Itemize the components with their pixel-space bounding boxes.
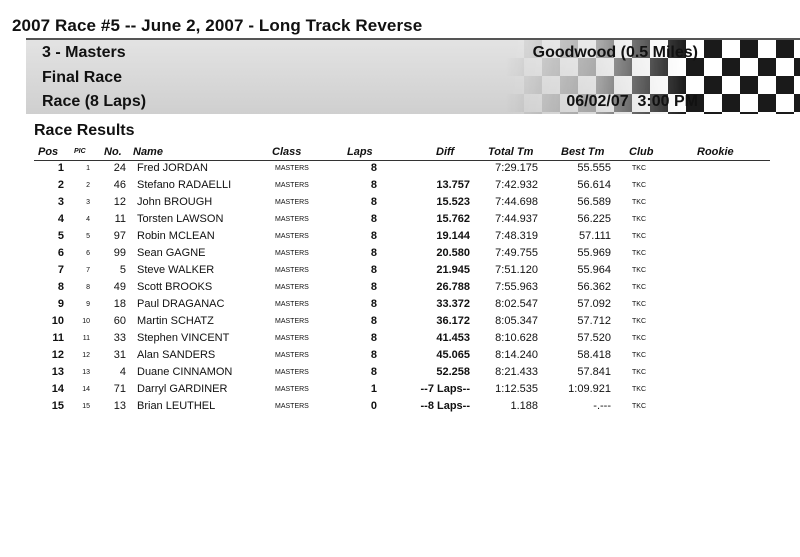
cell-diff: 26.788 <box>436 281 470 293</box>
cell-diff: 52.258 <box>436 366 470 378</box>
cell-pos: 7 <box>57 264 64 276</box>
cell-no: 5 <box>119 264 126 276</box>
cell-total-time: 8:05.347 <box>495 315 538 327</box>
cell-name: Sean GAGNE <box>137 247 206 259</box>
cell-laps: 8 <box>370 332 377 344</box>
cell-pos: 8 <box>57 281 64 293</box>
cell-no: 24 <box>113 162 126 174</box>
cell-pic: 5 <box>86 233 90 240</box>
race-datetime <box>566 93 698 111</box>
cell-club: TKC <box>632 369 646 376</box>
cell-class: MASTERS <box>275 335 309 342</box>
cell-no: 4 <box>119 366 126 378</box>
cell-class: MASTERS <box>275 301 309 308</box>
cell-club: TKC <box>632 318 646 325</box>
cell-name: Darryl GARDINER <box>137 383 228 395</box>
cell-no: 46 <box>113 179 126 191</box>
cell-class: MASTERS <box>275 318 309 325</box>
cell-diff: 20.580 <box>436 247 470 259</box>
cell-laps: 8 <box>370 213 377 225</box>
cell-diff: 36.172 <box>436 315 470 327</box>
cell-club: TKC <box>632 165 646 172</box>
header-pic: PIC <box>74 148 86 155</box>
cell-diff: 19.144 <box>436 230 470 242</box>
table-row <box>0 349 800 366</box>
cell-pic: 10 <box>82 318 90 325</box>
cell-class: MASTERS <box>275 352 309 359</box>
header-total-time: Total Tm <box>488 146 534 158</box>
cell-best-time: 55.969 <box>577 247 611 259</box>
cell-class: MASTERS <box>275 284 309 291</box>
cell-total-time: 1.188 <box>510 400 538 412</box>
cell-no: 99 <box>113 247 126 259</box>
cell-pic: 8 <box>86 284 90 291</box>
cell-pic: 13 <box>82 369 90 376</box>
table-row <box>0 281 800 298</box>
cell-laps: 1 <box>370 383 377 395</box>
cell-total-time: 7:44.698 <box>495 196 538 208</box>
cell-name: John BROUGH <box>137 196 213 208</box>
race-info-banner <box>26 38 800 114</box>
header-best-time: Best Tm <box>561 146 605 158</box>
header-pos: Pos <box>38 146 59 158</box>
cell-no: 97 <box>113 230 126 242</box>
cell-best-time: 57.111 <box>578 230 611 242</box>
cell-laps: 8 <box>370 281 377 293</box>
cell-diff: 33.372 <box>436 298 470 310</box>
cell-laps: 8 <box>370 349 377 361</box>
cell-total-time: 7:51.120 <box>495 264 538 276</box>
table-row <box>0 213 800 230</box>
cell-total-time: 7:44.937 <box>495 213 538 225</box>
cell-name: Stephen VINCENT <box>137 332 230 344</box>
cell-laps: 8 <box>370 264 377 276</box>
cell-best-time: 57.712 <box>577 315 611 327</box>
cell-name: Scott BROOKS <box>137 281 213 293</box>
cell-class: MASTERS <box>275 250 309 257</box>
cell-name: Paul DRAGANAC <box>137 298 225 310</box>
cell-best-time: 55.964 <box>577 264 611 276</box>
cell-laps: 8 <box>370 230 377 242</box>
cell-no: 13 <box>113 400 126 412</box>
cell-club: TKC <box>632 403 646 410</box>
cell-diff: 45.065 <box>436 349 470 361</box>
cell-club: TKC <box>632 301 646 308</box>
cell-pos: 2 <box>57 179 64 191</box>
cell-best-time: 1:09.921 <box>568 383 611 395</box>
table-row <box>0 315 800 332</box>
cell-no: 33 <box>113 332 126 344</box>
cell-name: Stefano RADAELLI <box>137 179 232 191</box>
cell-pic: 9 <box>86 301 90 308</box>
cell-best-time: 57.092 <box>577 298 611 310</box>
table-row <box>0 366 800 383</box>
cell-diff: --8 Laps-- <box>420 400 470 412</box>
cell-class: MASTERS <box>275 267 309 274</box>
cell-name: Robin MCLEAN <box>137 230 215 242</box>
cell-class: MASTERS <box>275 182 309 189</box>
table-row <box>0 179 800 196</box>
cell-pic: 15 <box>82 403 90 410</box>
cell-class: MASTERS <box>275 403 309 410</box>
cell-pos: 13 <box>51 366 64 378</box>
cell-total-time: 8:02.547 <box>495 298 538 310</box>
cell-pic: 3 <box>86 199 90 206</box>
cell-diff: 21.945 <box>436 264 470 276</box>
header-diff: Diff <box>436 146 455 158</box>
cell-pos: 10 <box>51 315 64 327</box>
header-laps: Laps <box>347 146 373 158</box>
table-row <box>0 400 800 417</box>
cell-best-time: 58.418 <box>577 349 611 361</box>
cell-name: Alan SANDERS <box>137 349 216 361</box>
header-no: No. <box>104 146 122 158</box>
cell-best-time: 55.555 <box>577 162 611 174</box>
cell-club: TKC <box>632 199 646 206</box>
cell-total-time: 8:21.433 <box>495 366 538 378</box>
cell-pos: 6 <box>57 247 64 259</box>
cell-club: TKC <box>632 233 646 240</box>
cell-total-time: 7:48.319 <box>495 230 538 242</box>
cell-laps: 0 <box>370 400 377 412</box>
cell-total-time: 7:42.932 <box>495 179 538 191</box>
cell-best-time: 57.520 <box>577 332 611 344</box>
cell-total-time: 7:55.963 <box>495 281 538 293</box>
cell-diff: 13.757 <box>436 179 470 191</box>
table-row <box>0 383 800 400</box>
race-date: 06/02/07 <box>566 93 629 110</box>
cell-class: MASTERS <box>275 216 309 223</box>
cell-name: Steve WALKER <box>137 264 215 276</box>
cell-laps: 8 <box>370 162 377 174</box>
cell-club: TKC <box>632 250 646 257</box>
cell-pos: 14 <box>51 383 64 395</box>
cell-laps: 8 <box>370 196 377 208</box>
cell-name: Torsten LAWSON <box>137 213 224 225</box>
cell-club: TKC <box>632 216 646 223</box>
table-row <box>0 298 800 315</box>
cell-no: 60 <box>113 315 126 327</box>
page-title: 2007 Race #5 -- June 2, 2007 - Long Track Reverse <box>12 16 423 35</box>
cell-pos: 5 <box>57 230 64 242</box>
cell-total-time: 8:10.628 <box>495 332 538 344</box>
cell-no: 49 <box>113 281 126 293</box>
cell-club: TKC <box>632 386 646 393</box>
cell-pic: 4 <box>86 216 90 223</box>
cell-best-time: 56.614 <box>577 179 611 191</box>
header-class: Class <box>272 146 302 158</box>
table-row <box>0 196 800 213</box>
cell-total-time: 1:12.535 <box>495 383 538 395</box>
cell-no: 11 <box>114 213 126 225</box>
table-row <box>0 247 800 264</box>
cell-name: Fred JORDAN <box>137 162 208 174</box>
cell-club: TKC <box>632 352 646 359</box>
cell-best-time: 57.841 <box>577 366 611 378</box>
table-row <box>0 230 800 247</box>
cell-best-time: -.--- <box>593 400 611 412</box>
cell-pic: 2 <box>86 182 90 189</box>
cell-total-time: 7:29.175 <box>495 162 538 174</box>
race-laps: Race (8 Laps) <box>42 93 147 110</box>
cell-laps: 8 <box>370 298 377 310</box>
cell-best-time: 56.589 <box>577 196 611 208</box>
cell-class: MASTERS <box>275 233 309 240</box>
cell-pos: 11 <box>52 332 64 344</box>
cell-class: MASTERS <box>275 165 309 172</box>
race-time: 3:00 PM <box>637 93 698 110</box>
cell-club: TKC <box>632 284 646 291</box>
cell-pos: 3 <box>57 196 64 208</box>
results-table <box>0 162 800 417</box>
cell-laps: 8 <box>370 179 377 191</box>
section-title: Race Results <box>34 122 135 139</box>
cell-laps: 8 <box>370 247 377 259</box>
cell-pos: 4 <box>57 213 64 225</box>
header-name: Name <box>133 146 163 158</box>
track-name: Goodwood (0.5 Miles) <box>532 44 698 61</box>
cell-pic: 11 <box>82 335 90 342</box>
cell-best-time: 56.225 <box>577 213 611 225</box>
class-name: 3 - Masters <box>42 44 126 61</box>
cell-laps: 8 <box>370 366 377 378</box>
cell-diff: 15.523 <box>436 196 470 208</box>
cell-diff: --7 Laps-- <box>420 383 470 395</box>
race-type: Final Race <box>42 69 123 86</box>
cell-laps: 8 <box>370 315 377 327</box>
cell-total-time: 7:49.755 <box>495 247 538 259</box>
cell-total-time: 8:14.240 <box>495 349 538 361</box>
table-row <box>0 332 800 349</box>
cell-no: 12 <box>113 196 126 208</box>
header-club: Club <box>629 146 654 158</box>
cell-diff: 15.762 <box>436 213 470 225</box>
cell-club: TKC <box>632 335 646 342</box>
cell-pic: 6 <box>86 250 90 257</box>
cell-class: MASTERS <box>275 199 309 206</box>
cell-name: Duane CINNAMON <box>137 366 233 378</box>
cell-no: 18 <box>113 298 126 310</box>
cell-no: 31 <box>113 349 126 361</box>
table-row <box>0 162 800 179</box>
header-rookie: Rookie <box>697 146 734 158</box>
cell-best-time: 56.362 <box>577 281 611 293</box>
cell-diff: 41.453 <box>436 332 470 344</box>
cell-pos: 15 <box>51 400 64 412</box>
cell-class: MASTERS <box>275 369 309 376</box>
cell-pic: 12 <box>82 352 90 359</box>
cell-class: MASTERS <box>275 386 309 393</box>
cell-pic: 7 <box>86 267 90 274</box>
table-row <box>0 264 800 281</box>
cell-name: Brian LEUTHEL <box>137 400 216 412</box>
cell-pos: 12 <box>51 349 64 361</box>
cell-name: Martin SCHATZ <box>137 315 214 327</box>
cell-club: TKC <box>632 267 646 274</box>
cell-club: TKC <box>632 182 646 189</box>
cell-pos: 9 <box>57 298 64 310</box>
cell-pos: 1 <box>57 162 64 174</box>
cell-pic: 1 <box>86 165 90 172</box>
results-header-row <box>34 146 770 161</box>
cell-pic: 14 <box>82 386 90 393</box>
cell-no: 71 <box>113 383 126 395</box>
